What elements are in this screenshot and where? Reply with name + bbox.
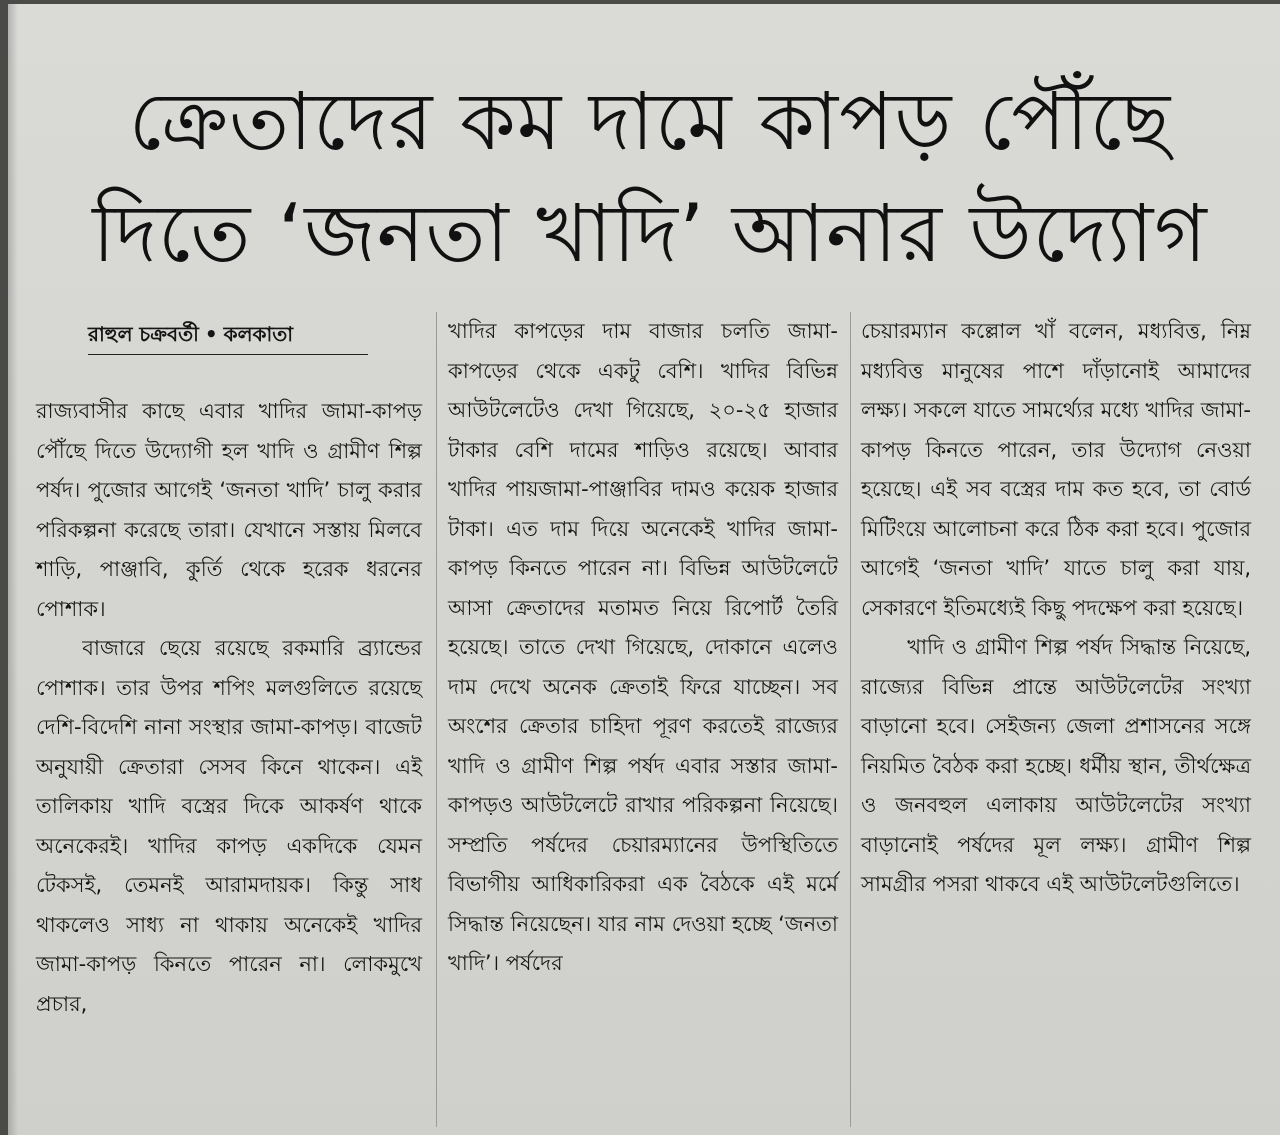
- article-column-3: [861, 312, 1251, 905]
- column-3-paragraph-1: চেয়ারম্যান কল্লোল খাঁ বলেন, মধ্যবিত্ত, নিম্ন মধ্যবিত্ত মানুষের পাশে দাঁড়ানোই আমাদের লক্ষ্য। সকলে যাতে সামর্থ্যের মধ্যে খাদির জামা-কাপড় কিনতে পারেন, তার উদ্যোগ নেওয়া হয়েছে। এই সব বস্ত্রের দাম কত হবে, তা বোর্ড মিটিংয়ে আলোচনা করে ঠিক করা হবে। পুজোর আগেই ‘জনতা খাদি’ যাতে চালু করা যায়, সেকারণে ইতিমধ্যেই কিছু পদক্ষেপ করা হয়েছে।: [861, 319, 1251, 620]
- byline: [88, 320, 368, 355]
- column-2-paragraph-1: খাদির কাপড়ের দাম বাজার চলতি জামা-কাপড়ের থেকে একটু বেশি। খাদির বিভিন্ন আউটলেটেও দেখা গিয়েছে, ২০-২৫ হাজার টাকার বেশি দামের শাড়িও রয়েছে। আবার খাদির পায়জামা-পাঞ্জাবির দামও কয়েক হাজার টাকা। এত দাম দিয়ে অনেকেই খাদির জামা-কাপড় কিনতে পারেন না। বিভিন্ন আউটলেটে আসা ক্রেতাদের মতামত নিয়ে রিপোর্ট তৈরি হয়েছে। তাতে দেখা গিয়েছে, দোকানে এলেও দাম দেখে অনেক ক্রেতাই ফিরে যাচ্ছেন। সব অংশের ক্রেতার চাহিদা পূরণ করতেই রাজ্যের খাদি ও গ্রামীণ শিল্প পর্ষদ এবার সস্তার জামা-কাপড়ও আউটলেটে রাখার পরিকল্পনা নিয়েছে। সম্প্রতি পর্ষদের চেয়ারম্যানের উপস্থিতিতে বিভাগীয় আধিকারিকরা এক বৈঠকে এই মর্মে সিদ্ধান্ত নিয়েছেন। যার নাম দেওয়া হচ্ছে ‘জনতা খাদি’। পর্ষদের: [448, 319, 838, 975]
- byline-separator: •: [204, 322, 218, 346]
- headline-line-2: দিতে ‘জনতা খাদি’ আনার উদ্যোগ: [92, 187, 1208, 280]
- article-column-1: [36, 392, 422, 1024]
- column-3-paragraph-2: খাদি ও গ্রামীণ শিল্প পর্ষদ সিদ্ধান্ত নিয়েছে, রাজ্যের বিভিন্ন প্রান্তে আউটলেটের সংখ্যা বাড়ানো হবে। সেইজন্য জেলা প্রশাসনের সঙ্গে নিয়মিত বৈঠক করা হচ্ছে। ধর্মীয় স্থান, তীর্থক্ষেত্র ও জনবহুল এলাকায় আউটলেটের সংখ্যা বাড়ানোই পর্ষদের মূল লক্ষ্য। গ্রামীণ শিল্প সামগ্রীর পসরা থাকবে এই আউটলেটগুলিতে।: [861, 635, 1251, 896]
- column-1-paragraph-1: রাজ্যবাসীর কাছে এবার খাদির জামা-কাপড় পৌঁছে দিতে উদ্যোগী হল খাদি ও গ্রামীণ শিল্প পর্ষদ। পুজোর আগেই ‘জনতা খাদি’ চালু করার পরিকল্পনা করেছে তারা। যেখানে সস্তায় মিলবে শাড়ি, পাঞ্জাবি, কুর্তি থেকে হরেক ধরনের পোশাক।: [36, 399, 422, 621]
- headline-line-1: ক্রেতাদের কম দামে কাপড় পৌঁছে: [128, 75, 1172, 168]
- column-rule-1: [436, 312, 437, 1127]
- article-headline: [30, 66, 1270, 290]
- column-1-paragraph-2: বাজারে ছেয়ে রয়েছে রকমারি ব্র্যান্ডের পোশাক। তার উপর শপিং মলগুলিতে রয়েছে দেশি-বিদেশি নানা সংস্থার জামা-কাপড়। বাজেট অনুযায়ী ক্রেতারা সেসব কিনে থাকেন। এই তালিকায় খাদি বস্ত্রের দিকে আকর্ষণ থাকে অনেকেরই। খাদির কাপড় একদিকে যেমন টেকসই, তেমনই আরামদায়ক। কিন্তু সাধ থাকলেও সাধ্য না থাকায় অনেকেই খাদির জামা-কাপড় কিনতে পারেন না। লোকমুখে প্রচার,: [36, 636, 422, 1016]
- page-edge-shadow: [8, 4, 18, 1135]
- article-column-2: [448, 312, 838, 984]
- newspaper-clipping: [8, 4, 1280, 1135]
- byline-author: রাহুল চক্রবর্তী: [88, 322, 199, 346]
- column-rule-2: [850, 312, 851, 1127]
- byline-place: কলকাতা: [223, 322, 294, 346]
